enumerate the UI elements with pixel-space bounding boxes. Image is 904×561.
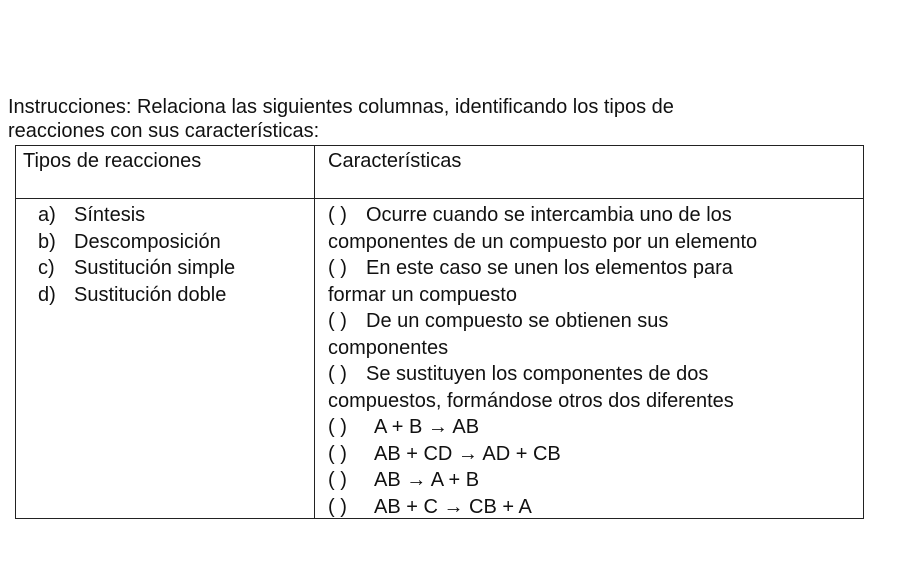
answer-blank[interactable]: ( ) [328, 204, 347, 226]
characteristics-list [328, 202, 858, 520]
type-label: Sustitución simple [74, 257, 236, 279]
characteristic-text: En este caso se unen los elementos para [366, 257, 733, 279]
equation-line [328, 441, 858, 468]
instructions [8, 94, 888, 144]
characteristic-line [328, 361, 858, 388]
type-label: Síntesis [74, 204, 146, 226]
equation-line [328, 494, 858, 521]
characteristic-line [328, 202, 858, 229]
characteristic-text: De un compuesto se obtienen sus [366, 310, 669, 332]
equation-text: AB + C → CB + A [374, 495, 532, 518]
equation-text: A + B → AB [374, 416, 480, 438]
answer-blank[interactable]: ( ) [328, 310, 347, 332]
characteristic-line: compuestos, formándose otros dos diferentes [328, 389, 734, 412]
instructions-line-1: Instrucciones: Relaciona las siguientes columnas, identificando los tipos de [8, 96, 674, 118]
characteristic-line [328, 255, 858, 282]
header-divider [16, 198, 863, 199]
answer-blank[interactable]: ( ) [328, 442, 347, 465]
characteristic-line: componentes [328, 336, 449, 359]
characteristic-text: Se sustituyen los componentes de dos [366, 363, 709, 385]
characteristic-line: componentes de un compuesto por un elemento [328, 230, 758, 253]
answer-blank[interactable]: ( ) [328, 363, 347, 385]
characteristic-text: Ocurre cuando se intercambia uno de los [366, 204, 732, 226]
type-item [38, 282, 235, 309]
answer-blank[interactable]: ( ) [328, 416, 347, 438]
equation-line [328, 414, 858, 441]
type-label: Descomposición [74, 230, 221, 253]
header-characteristics: Características [328, 150, 462, 172]
type-letter: d) [38, 283, 56, 306]
type-label: Sustitución doble [74, 283, 227, 306]
characteristic-line [328, 308, 858, 335]
equation-line [328, 467, 858, 494]
equation-text: AB → A + B [374, 469, 480, 491]
type-letter: c) [38, 257, 55, 279]
answer-blank[interactable]: ( ) [328, 257, 347, 279]
characteristic-line: formar un compuesto [328, 283, 517, 306]
equation-text: AB + CD → AD + CB [374, 442, 561, 465]
matching-table [15, 145, 864, 519]
answer-blank[interactable]: ( ) [328, 495, 347, 518]
type-item [38, 255, 235, 282]
header-types: Tipos de reacciones [23, 150, 202, 172]
column-divider [314, 146, 315, 518]
instructions-line-2: reacciones con sus características: [8, 120, 320, 142]
type-letter: a) [38, 204, 56, 226]
type-item [38, 229, 235, 256]
types-list [38, 202, 235, 308]
type-letter: b) [38, 230, 56, 253]
answer-blank[interactable]: ( ) [328, 469, 347, 491]
type-item [38, 202, 235, 229]
